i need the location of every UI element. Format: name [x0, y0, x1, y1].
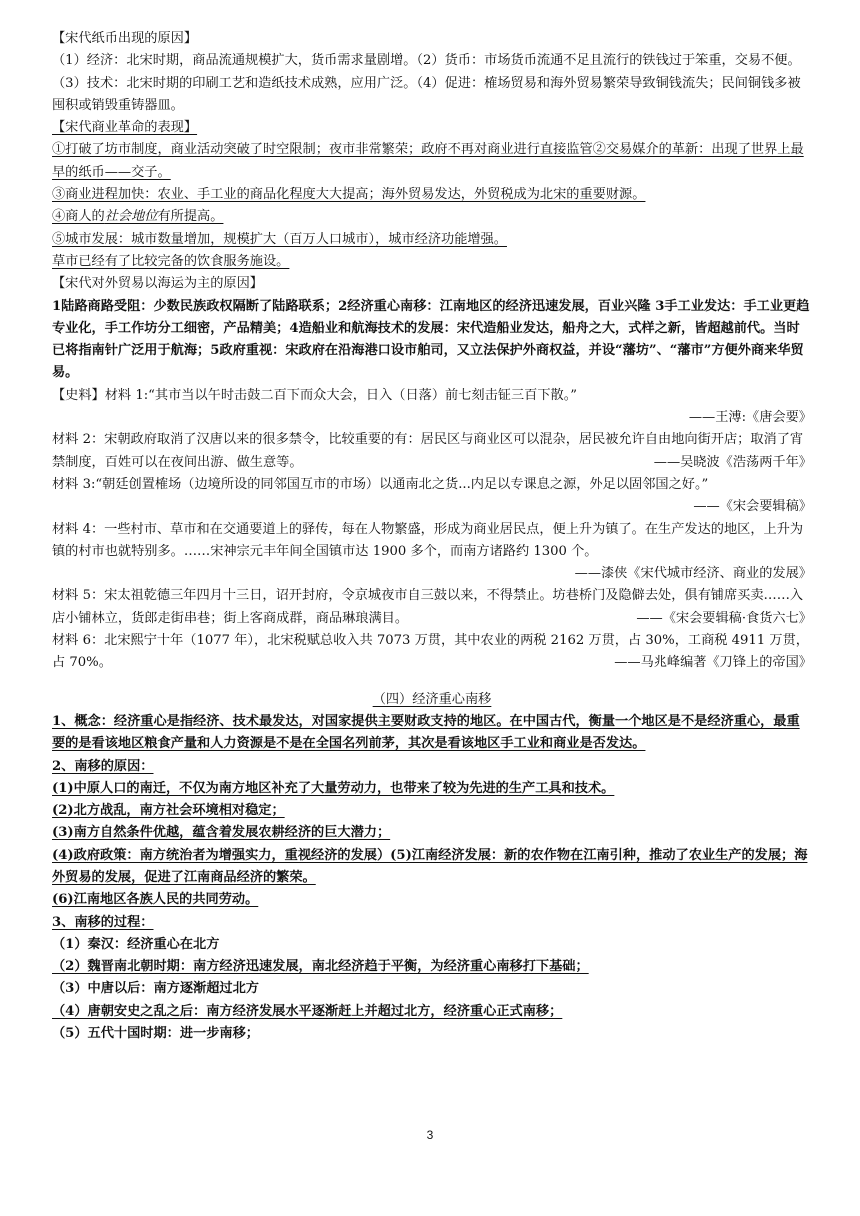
material-6-source: ——马兆峰编著《刀锋上的帝国》	[614, 655, 812, 671]
commercial-revolution-item-3	[52, 206, 812, 228]
reason-6: (6)江南地区各族人民的共同劳动。	[52, 892, 259, 908]
material-5	[52, 585, 812, 630]
commercial-revolution-item-1: ①打破了坊市制度，商业活动突破了时空限制；夜市非常繁荣；政府不再对商业进行直接监管②交易媒介的革新：出现了世界上最早的纸币——交子。	[52, 142, 804, 180]
item-3-social-status: 社会地位	[104, 209, 158, 225]
document-page	[52, 28, 812, 1045]
item-3-part-c: 有所提高。	[157, 209, 224, 225]
process-3: （3）中唐以后：南方逐渐超过北方	[52, 981, 259, 997]
commercial-revolution-item-2: ③商业进程加快：农业、手工业的商品化程度大大提高；海外贸易发达，外贸税成为北宋的重要财源。	[52, 187, 646, 203]
material-1-source: ——王溥:《唐会要》	[688, 410, 812, 426]
economic-center-concept: 1、概念：经济重心是指经济、技术最发达，对国家提供主要财政支持的地区。在中国古代，衡量一个地区是不是经济重心，最重要的是看该地区粮食产量和人力资源是不是在全国名列前茅，其次是看该地区手工业和商业是否发达。	[52, 713, 800, 752]
maritime-trade-body: 1陆路商路受阻：少数民族政权隔断了陆路联系；2经济重心南移：江南地区的经济迅速发展，百业兴隆 3手工业发达：手工业更趋专业化，手工作坊分工细密，产品精美；4造船业和航海技术的发展：宋代造船业发达，船舟之大，式样之新，皆超越前代。当时已将指南针广泛用于航海；5政府重视：宋政府在沿海港口设市舶司，又立法保护外商权益，并设“藩坊”、“藩市”方便外商来华贸易。	[52, 298, 810, 381]
page-number: 3	[426, 1128, 434, 1142]
material-4-source: ——漆侠《宋代城市经济、商业的发展》	[574, 566, 812, 582]
material-2-text: 材料 2：宋朝政府取消了汉唐以来的很多禁令，比较重要的有：居民区与商业区可以混杂，居民被允许自由地向街开店；取消了宵禁制度，百姓可以在夜间出游、做生意等。	[52, 432, 804, 470]
material-6	[52, 630, 812, 675]
section-gap	[52, 675, 812, 689]
maritime-trade-title: 【宋代对外贸易以海运为主的原因】	[52, 276, 263, 292]
commercial-revolution-item-4: ⑤城市发展：城市数量增加，规模扩大（百万人口城市），城市经济功能增强。	[52, 231, 507, 247]
commercial-revolution-item-5: 草市已经有了比较完备的饮食服务施设。	[52, 253, 290, 269]
reason-1: (1)中原人口的南迁，不仅为南方地区补充了大量劳动力，也带来了较为先进的生产工具和技术。	[52, 780, 615, 796]
material-6-text: 材料 6：北宋熙宁十年（1077 年），北宋税赋总收入共 7073 万贯，其中农业的两税 2162 万贯，占 30%，工商税 4911 万贯，占 70%。	[52, 633, 809, 671]
process-5: （5）五代十国时期：进一步南移；	[52, 1026, 259, 1042]
material-1: 【史料】材料 1:“其市当以午时击鼓二百下而众大会，日入（日落）前七刻击钲三百下散。”	[52, 387, 578, 403]
paper-money-reasons-title: 【宋代纸币出现的原因】	[52, 31, 198, 46]
material-3: 材料 3:“朝廷创置榷场（边境所设的同邻国互市的市场）以通南北之货...内足以专课息之源，外足以固邻国之好。”	[52, 476, 709, 492]
process-4: （4）唐朝安史之乱之后：南方经济发展水平逐渐赶上并超过北方，经济重心正式南移；	[52, 1003, 563, 1019]
material-4: 材料 4：一些村市、草市和在交通要道上的驿传，每在人物繁盛，形成为商业居民点，便上升为镇了。在生产发达的地区，上升为镇的村市也就特别多。……宋神宗元丰年间全国镇市达 1900 多个，而南方诸路约 1300 个。	[52, 521, 804, 559]
paper-money-reasons-body: （1）经济：北宋时期，商品流通规模扩大，货币需求量剧增。（2）货币：市场货币流通不足且流行的铁钱过于笨重，交易不便。（3）技术：北宋时期的印刷工艺和造纸技术成熟，应用广泛。（4）促进：榷场贸易和海外贸易繁荣导致铜钱流失；民间铜钱多被囤积或销毁重铸器皿。	[52, 53, 801, 113]
reasons-title: 2、南移的原因：	[52, 758, 154, 774]
reason-4-5: (4)政府政策：南方统治者为增强实力，重视经济的发展）(5)江南经济发展：新的农作物在江南引种，推动了农业生产的发展；海外贸易的发展，促进了江南商品经济的繁荣。	[52, 847, 808, 885]
material-5-text: 材料 5：宋太祖乾德三年四月十三日，诏开封府，令京城夜市自三鼓以来，不得禁止。坊巷桥门及隐僻去处，俱有铺席买卖……入店小铺林立，货郎走街串巷；街上客商成群，商品琳琅满目。	[52, 588, 804, 626]
process-1: （1）秦汉：经济重心在北方	[52, 936, 220, 952]
process-2: （2）魏晋南北朝时期：南方经济迅速发展，南北经济趋于平衡，为经济重心南移打下基础；	[52, 959, 589, 975]
material-5-source: ——《宋会要辑稿·食货六七》	[636, 610, 812, 626]
material-2	[52, 429, 812, 474]
reason-3: (3)南方自然条件优越，蕴含着发展农耕经济的巨大潜力；	[52, 825, 391, 841]
item-3-part-a: ④商人的	[52, 209, 105, 225]
section-heading: （四）经济重心南移	[372, 691, 492, 707]
material-3-source: ——《宋会要辑稿》	[693, 499, 812, 515]
material-2-source: ——吴晓波《浩荡两千年》	[653, 454, 812, 470]
reason-2: (2)北方战乱，南方社会环境相对稳定；	[52, 803, 285, 819]
commercial-revolution-title: 【宋代商业革命的表现】	[52, 120, 198, 136]
process-title: 3、南移的过程：	[52, 914, 154, 930]
